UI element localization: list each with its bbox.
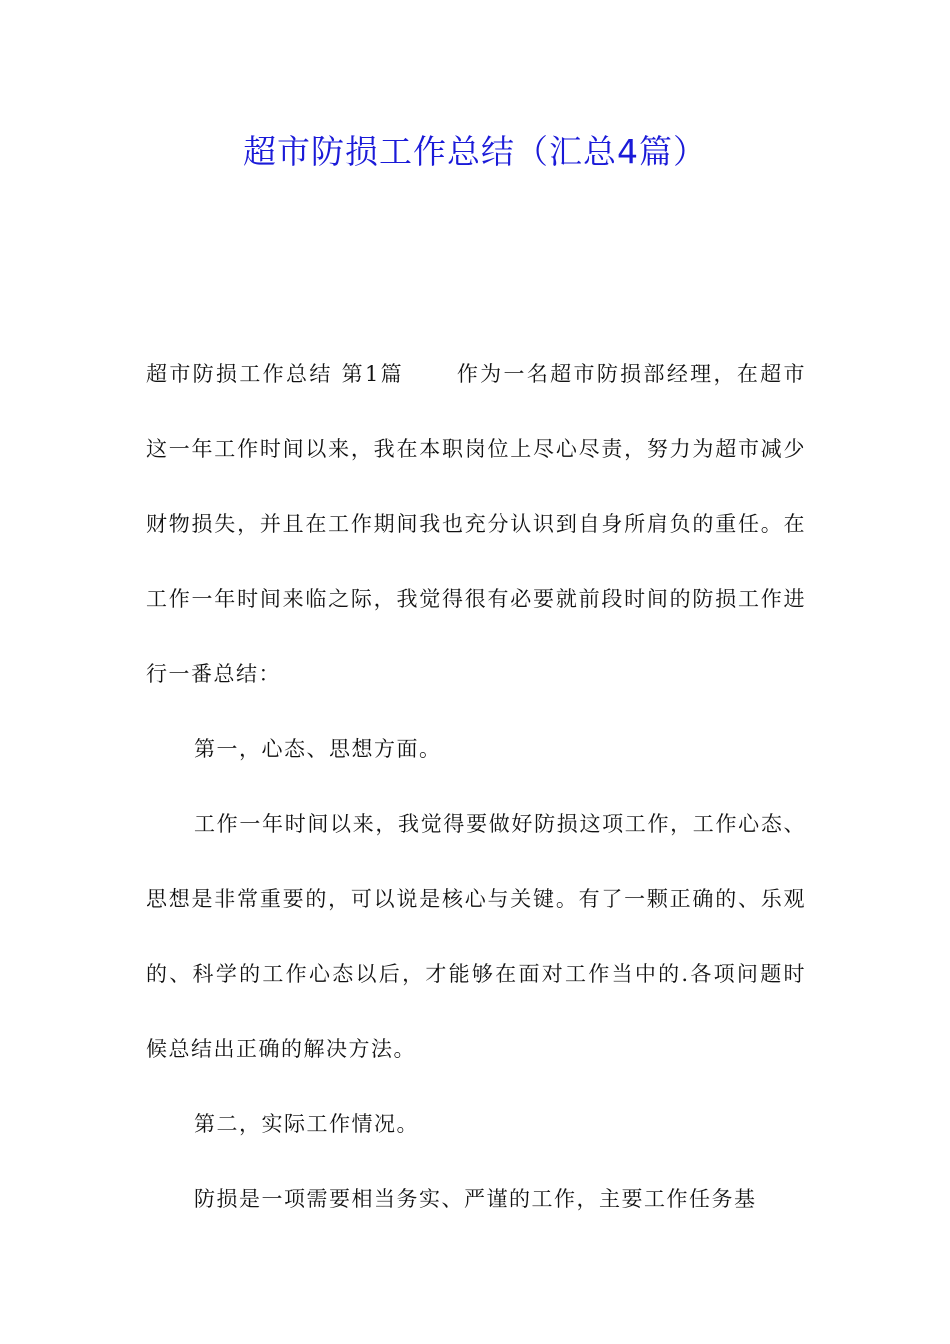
paragraph-intro <box>146 337 806 712</box>
paragraph-text: 作为一名超市防损部经理，在超市这一年工作时间以来，我在本职岗位上尽心尽责，努力为超市减少财物损失，并且在工作期间我也充分认识到自身所肩负的重任。在工作一年时间来临之际，我觉得很有必要就前段时间的防损工作进行一番总结： <box>146 362 806 686</box>
paragraph-work: 防损是一项需要相当务实、严谨的工作，主要工作任务基 <box>194 1187 757 1211</box>
document-body <box>146 337 806 1237</box>
section-heading-mindset: 第一，心态、思想方面。 <box>194 737 442 761</box>
paragraph-mindset: 工作一年时间以来，我觉得要做好防损这项工作，工作心态、思想是非常重要的，可以说是核心与关键。有了一颗正确的、乐观的、科学的工作心态以后，才能够在面对工作当中的.各项问题时候总结出正确的解决方法。 <box>146 812 806 1061</box>
section-heading-work: 第二，实际工作情况。 <box>194 1112 419 1136</box>
document-title: 超市防损工作总结（汇总4篇） <box>243 132 707 171</box>
article-heading: 超市防损工作总结 第1篇 <box>146 362 405 386</box>
